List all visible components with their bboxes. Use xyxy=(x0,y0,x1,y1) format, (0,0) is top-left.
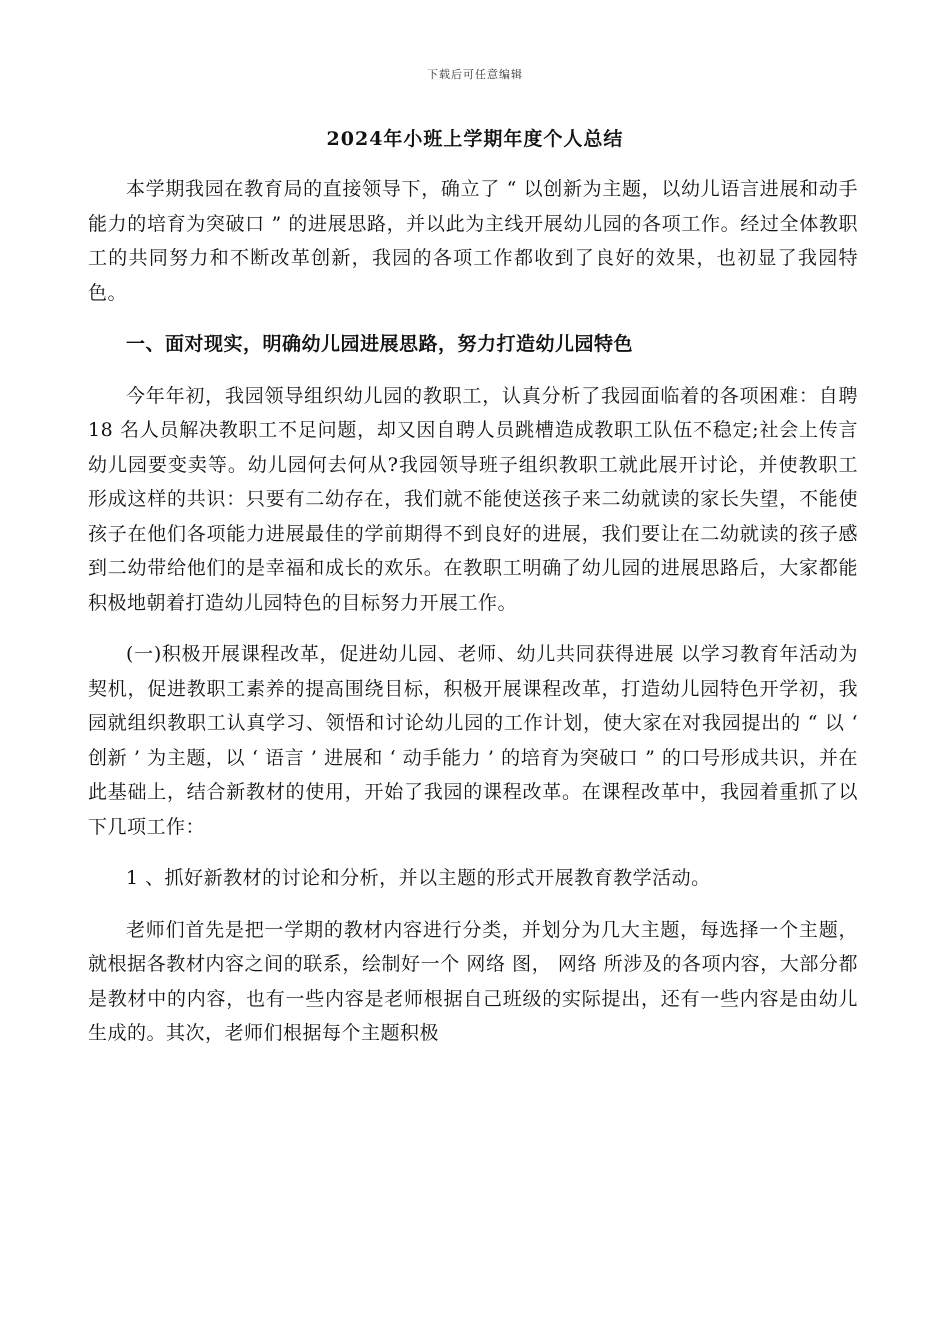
document-title: 2024年小班上学期年度个人总结 xyxy=(326,128,624,150)
list-item-1: 1 、抓好新教材的讨论和分析，并以主题的形式开展教育教学活动。 xyxy=(126,867,711,889)
paragraph-subsection-1: (一)积极开展课程改革，促进幼儿园、老师、幼儿共同获得进展 以学习教育年活动为契机，促进教职工素养的提高围绕目标，积极开展课程改革，打造幼儿园特色开学初，我园就组织教职工认真学习、领悟和讨论幼儿园的工作计划，使大家在对我园提出的 “ 以 ‘ 创新 ’ 为主题，以 ‘ 语言 ’ 进展和 ‘ 动手能力 ’ 的培育为突破口 ” 的口号形成共识，并在此基础上，结合新教材的使用，开始了我园的课程改革。在课程改革中，我园着重抓了以下几项工作： xyxy=(88,643,858,838)
document-body xyxy=(88,172,858,1051)
paragraph-intro: 本学期我园在教育局的直接领导下，确立了 “ 以创新为主题，以幼儿语言进展和动手能力的培育为突破口 ” 的进展思路，并以此为主线开展幼儿园的各项工作。经过全体教职工的共同努力和不断改革创新，我园的各项工作都收到了良好的效果，也初显了我园特色。 xyxy=(88,178,858,304)
header-note: 下载后可任意编辑 xyxy=(427,68,523,81)
section-heading-1: 一、面对现实，明确幼儿园进展思路，努力打造幼儿园特色 xyxy=(126,333,634,355)
paragraph-section-1: 今年年初，我园领导组织幼儿园的教职工，认真分析了我园面临着的各项困难：自聘 18 名人员解决教职工不足问题，却又因自聘人员跳槽造成教职工队伍不稳定;社会上传言幼儿园要变卖等。幼儿园何去何从?我园领导班子组织教职工就此展开讨论，并使教职工形成这样的共识：只要有二幼存在，我们就不能使送孩子来二幼就读的家长失望，不能使孩子在他们各项能力进展最佳的学前期得不到良好的进展，我们要让在二幼就读的孩子感到二幼带给他们的是幸福和成长的欢乐。在教职工明确了幼儿园的进展思路后，大家都能积极地朝着打造幼儿园特色的目标努力开展工作。 xyxy=(88,384,858,614)
paragraph-item-1-detail: 老师们首先是把一学期的教材内容进行分类，并划分为几大主题，每选择一个主题，就根据各教材内容之间的联系，绘制好一个 网络 图， 网络 所涉及的各项内容，大部分都是教材中的内容，也有一些内容是老师根据自己班级的实际提出，还有一些内容是由幼儿生成的。其次，老师们根据每个主题积极 xyxy=(88,918,858,1044)
